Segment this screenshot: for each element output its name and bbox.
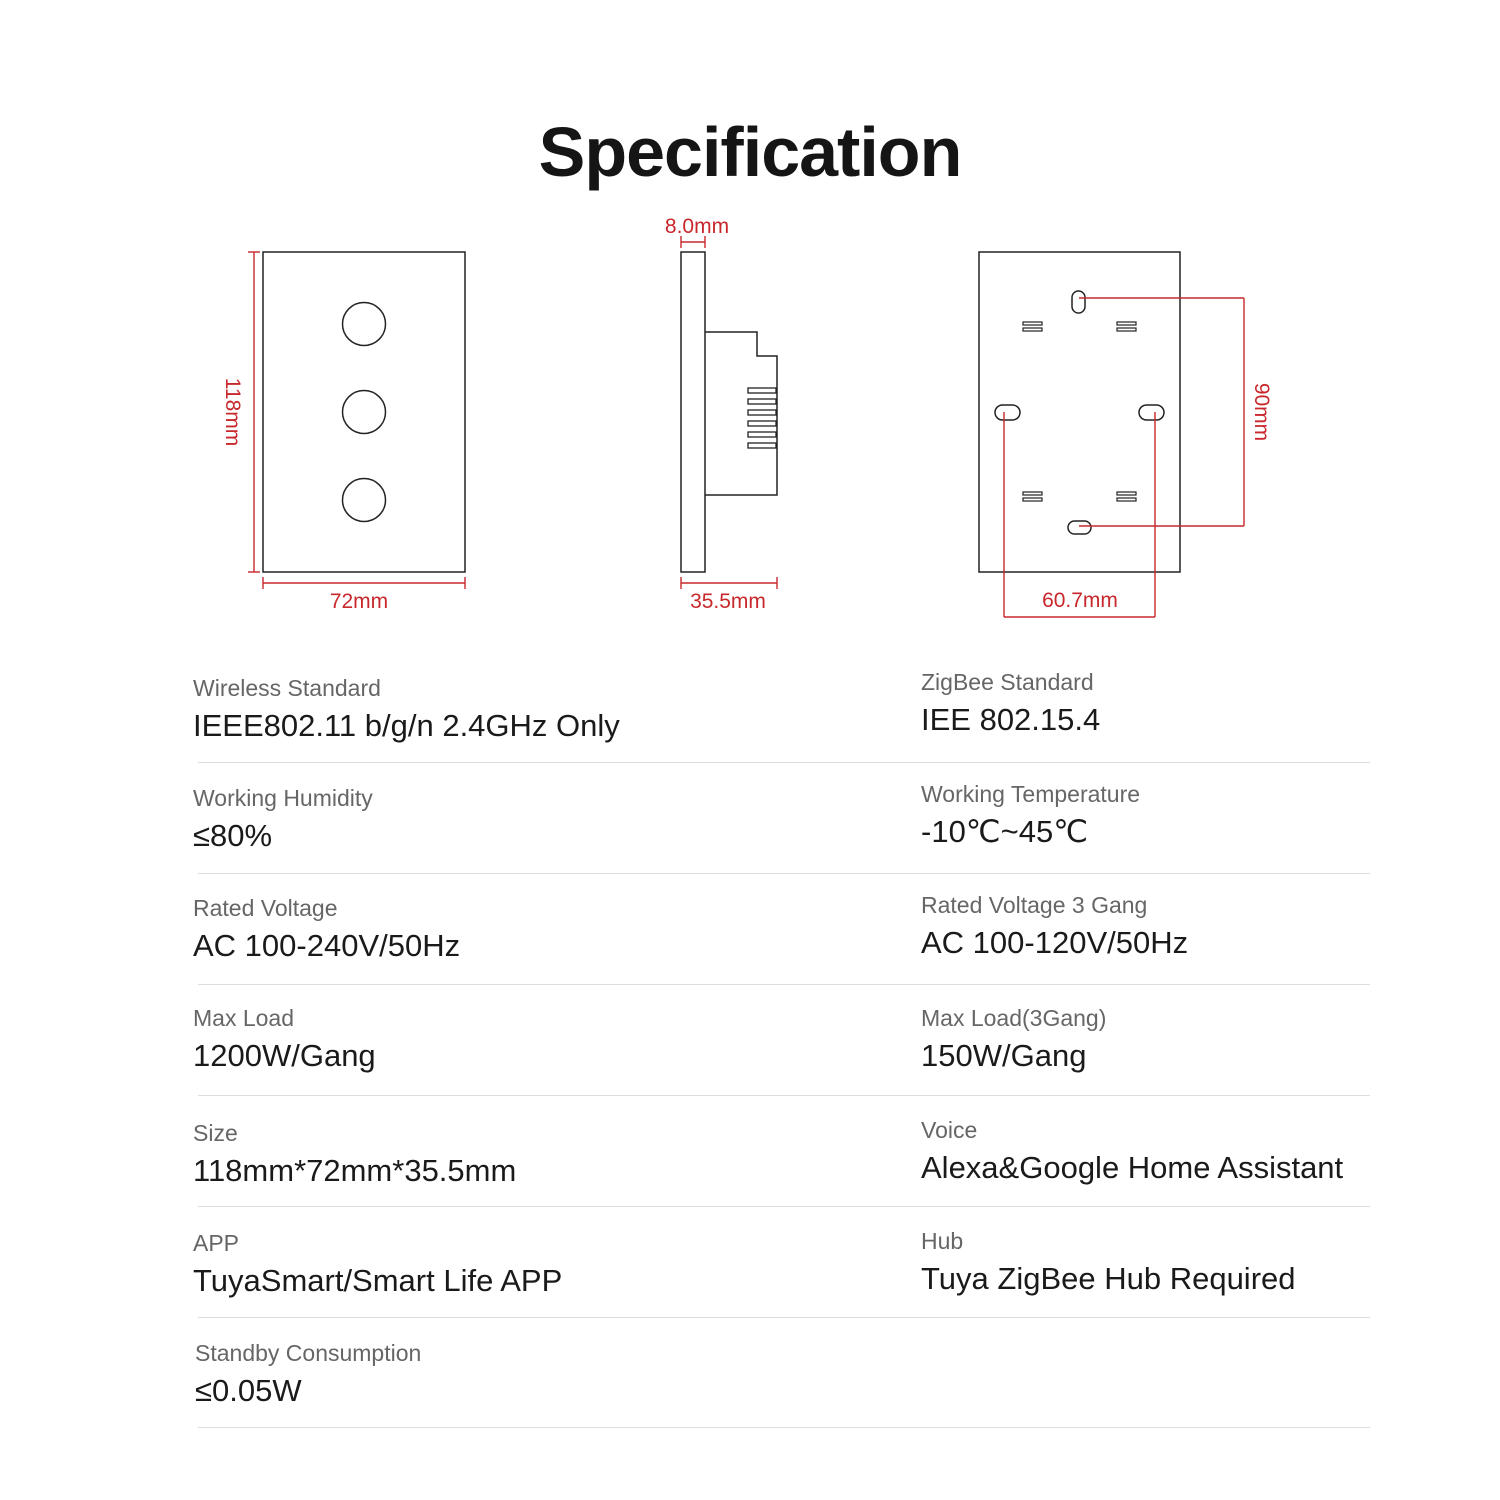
spec-label: Size — [193, 1120, 238, 1146]
spec-value: -10℃~45℃ — [921, 814, 1089, 849]
mount-hole-right — [1139, 405, 1164, 420]
side-dimension-lines — [681, 236, 777, 589]
spec-max-load-3gang — [921, 1004, 1106, 1075]
row-divider — [198, 873, 1370, 874]
spec-max-load — [193, 1004, 376, 1075]
spec-label: Hub — [921, 1228, 964, 1254]
mount-hole-left — [995, 405, 1020, 420]
spec-zigbee-standard — [921, 668, 1100, 739]
front-height-label: 118mm — [221, 377, 244, 447]
back-horizontal-label: 60.7mm — [1042, 589, 1118, 612]
spec-value: AC 100-240V/50Hz — [193, 928, 461, 963]
spec-voice — [921, 1116, 1343, 1187]
spec-label: Standby Consumption — [195, 1340, 422, 1366]
row-divider — [198, 1206, 1370, 1207]
front-plate — [263, 252, 465, 572]
spec-value: Alexa&Google Home Assistant — [921, 1150, 1344, 1185]
spec-label: Max Load(3Gang) — [921, 1005, 1107, 1031]
spec-hub — [921, 1227, 1296, 1298]
spec-rated-voltage — [193, 894, 460, 965]
row-divider — [198, 1427, 1370, 1428]
clip-slots — [1023, 322, 1136, 501]
touch-button-1 — [343, 303, 386, 346]
side-plate — [681, 252, 705, 572]
side-depth-label: 35.5mm — [690, 590, 766, 613]
row-divider — [198, 1317, 1370, 1318]
spec-value: IEE 802.15.4 — [921, 702, 1101, 737]
side-body — [705, 332, 777, 495]
spec-label: Working Humidity — [193, 785, 373, 811]
spec-value: ≤0.05W — [195, 1373, 302, 1408]
spec-working-humidity — [193, 784, 373, 855]
spec-standby-consumption — [195, 1339, 421, 1410]
touch-button-3 — [343, 479, 386, 522]
back-plate — [979, 252, 1180, 572]
side-terminals — [748, 388, 776, 448]
page-title: Specification — [538, 113, 962, 191]
row-divider — [198, 984, 1370, 985]
spec-wireless-standard — [193, 674, 620, 745]
dimension-diagram — [0, 0, 1500, 660]
row-divider — [198, 1095, 1370, 1096]
spec-value: AC 100-120V/50Hz — [921, 925, 1189, 960]
spec-value: 150W/Gang — [921, 1038, 1087, 1073]
spec-label: Wireless Standard — [193, 675, 381, 701]
back-dimension-lines — [1004, 298, 1244, 617]
side-plate-label: 8.0mm — [664, 215, 730, 238]
spec-label: Working Temperature — [921, 781, 1141, 807]
spec-working-temperature — [921, 780, 1140, 851]
spec-value: IEEE802.11 b/g/n 2.4GHz Only — [193, 708, 620, 743]
spec-rated-voltage-3-gang — [921, 891, 1188, 962]
spec-value: 1200W/Gang — [193, 1038, 376, 1073]
front-dimension-lines — [248, 252, 465, 589]
spec-label: Rated Voltage — [193, 895, 338, 921]
spec-label: Voice — [921, 1117, 978, 1143]
spec-label: Rated Voltage 3 Gang — [921, 892, 1148, 918]
back-view — [979, 252, 1180, 572]
spec-size — [193, 1119, 516, 1190]
mount-hole-top — [1072, 291, 1085, 313]
spec-label: ZigBee Standard — [921, 669, 1094, 695]
spec-value: 118mm*72mm*35.5mm — [193, 1153, 517, 1188]
front-width-label: 72mm — [329, 590, 389, 613]
spec-label: Max Load — [193, 1005, 295, 1031]
spec-value: ≤80% — [193, 818, 273, 853]
spec-value: Tuya ZigBee Hub Required — [921, 1261, 1296, 1296]
front-view — [263, 252, 465, 572]
row-divider — [198, 762, 1370, 763]
side-view — [681, 252, 777, 572]
spec-app — [193, 1229, 562, 1300]
spec-label: APP — [193, 1230, 240, 1256]
spec-value: TuyaSmart/Smart Life APP — [193, 1263, 563, 1298]
mount-hole-bottom — [1068, 521, 1091, 534]
back-vertical-label: 90mm — [1250, 382, 1273, 442]
touch-button-2 — [343, 391, 386, 434]
